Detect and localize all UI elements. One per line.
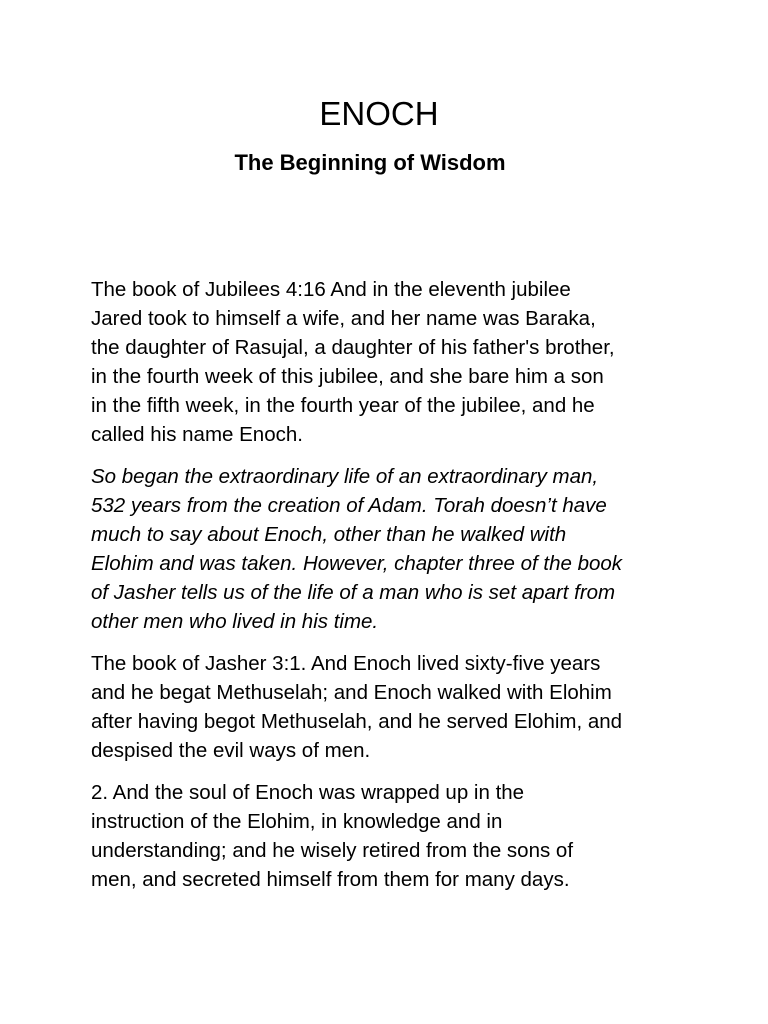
page-subtitle: The Beginning of Wisdom: [234, 150, 506, 175]
text-line: men, and secreted himself from them for many days.: [91, 868, 570, 891]
text-line: and he begat Methuselah; and Enoch walked with Elohim: [91, 681, 612, 704]
text-line: after having begot Methuselah, and he served Elohim, and: [91, 710, 623, 733]
paragraph-jasher-3-1: [91, 649, 691, 765]
text-line: in the fourth week of this jubilee, and she bare him a son: [91, 365, 604, 388]
text-line: the daughter of Rasujal, a daughter of his father's brother,: [91, 336, 615, 359]
text-line: other men who lived in his time.: [91, 610, 379, 633]
text-line: despised the evil ways of men.: [91, 739, 371, 762]
text-line: 532 years from the creation of Adam. Torah doesn’t have: [91, 494, 607, 517]
text-line: 2. And the soul of Enoch was wrapped up in the: [91, 781, 525, 804]
paragraph-commentary: [91, 462, 691, 636]
paragraph-jubilees: [91, 275, 691, 449]
text-line: called his name Enoch.: [91, 423, 303, 446]
text-line: in the fifth week, in the fourth year of the jubilee, and he: [91, 394, 595, 417]
text-line: Elohim and was taken. However, chapter three of the book: [91, 552, 623, 575]
text-line: The book of Jasher 3:1. And Enoch lived sixty-five years: [91, 652, 601, 675]
document-body: [91, 275, 691, 907]
text-line: much to say about Enoch, other than he walked with: [91, 523, 567, 546]
text-line: understanding; and he wisely retired from the sons of: [91, 839, 574, 862]
paragraph-jasher-3-2: [91, 778, 691, 894]
text-line: The book of Jubilees 4:16 And in the eleventh jubilee: [91, 278, 571, 301]
text-line: instruction of the Elohim, in knowledge and in: [91, 810, 503, 833]
text-line: of Jasher tells us of the life of a man who is set apart from: [91, 581, 616, 604]
text-line: Jared took to himself a wife, and her name was Baraka,: [91, 307, 596, 330]
page-title: ENOCH: [319, 95, 439, 132]
text-line: So began the extraordinary life of an extraordinary man,: [91, 465, 599, 488]
